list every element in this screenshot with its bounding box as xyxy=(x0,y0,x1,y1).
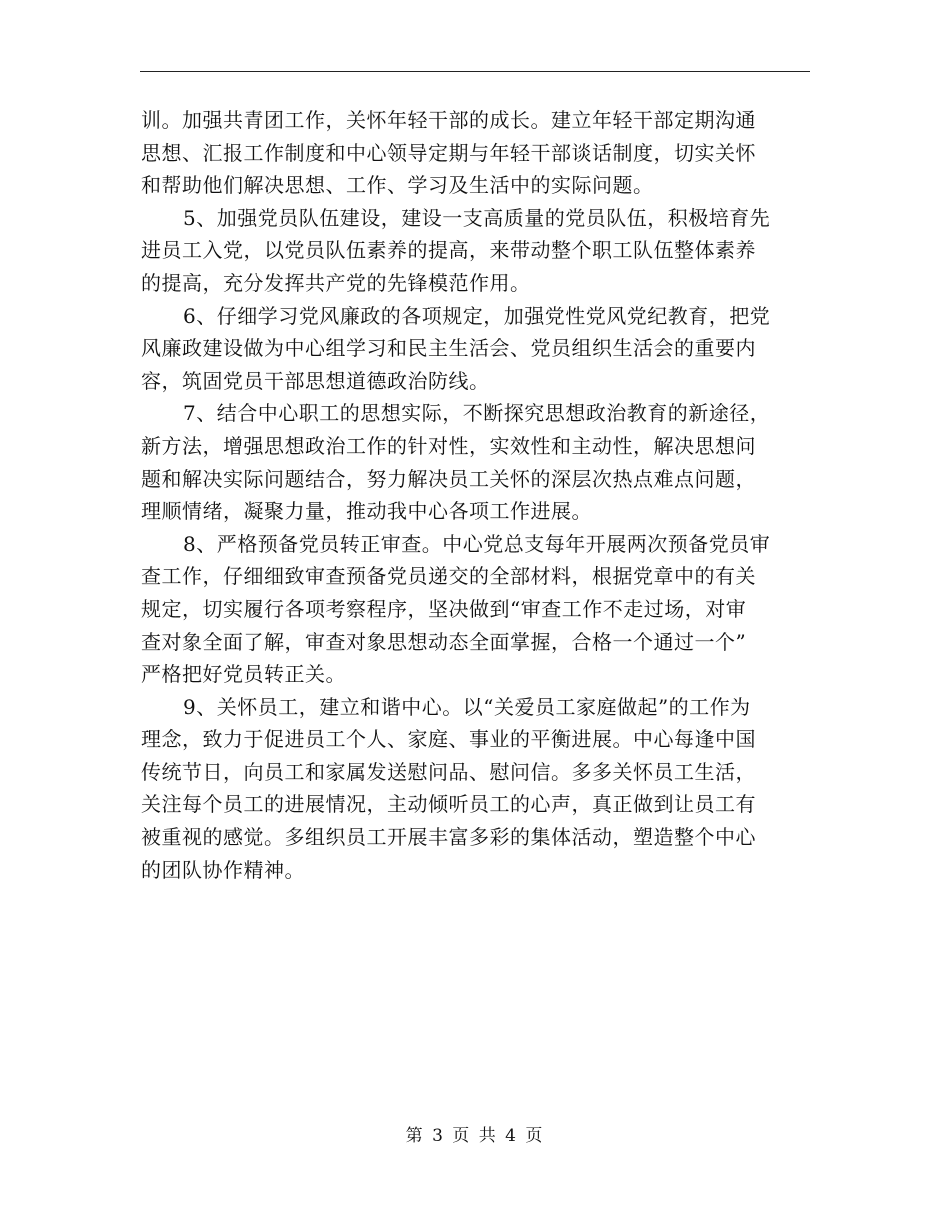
paragraph-item-9 xyxy=(141,691,807,887)
text-line: 风廉政建设做为中心组学习和民主生活会、党员组织生活会的重要内 xyxy=(141,336,756,361)
text-line: 查对象全面了解，审查对象思想动态全面掌握，合格一个通过一个” xyxy=(141,629,747,654)
paragraph-item-7 xyxy=(141,397,807,527)
text-line: 思想、汇报工作制度和中心领导定期与年轻干部谈话制度，切实关怀 xyxy=(141,140,756,165)
text-line: 7、结合中心职工的思想实际，不断探究思想政治教育的新途径， xyxy=(183,401,771,426)
paragraph-continuation xyxy=(141,104,807,202)
text-line: 训。加强共青团工作，关怀年轻干部的成长。建立年轻干部定期沟通 xyxy=(141,108,756,132)
paragraph-item-5 xyxy=(141,202,807,300)
text-line: 新方法，增强思想政治工作的针对性，实效性和主动性，解决思想问 xyxy=(141,433,756,458)
text-line: 6、仔细学习党风廉政的各项规定，加强党性党风党纪教育，把党 xyxy=(183,303,771,328)
text-line: 的团队协作精神。 xyxy=(141,857,305,882)
text-line: 容，筑固党员干部思想道德政治防线。 xyxy=(141,368,490,393)
text-line: 的提高，充分发挥共产党的先锋模范作用。 xyxy=(141,270,531,295)
text-line: 8、严格预备党员转正审查。中心党总支每年开展两次预备党员审 xyxy=(183,531,771,556)
text-line: 规定，切实履行各项考察程序，坚决做到“审查工作不走过场，对审 xyxy=(141,596,747,621)
paragraph-item-6 xyxy=(141,300,807,398)
text-line: 理顺情绪，凝聚力量，推动我中心各项工作进展。 xyxy=(141,499,592,524)
text-line: 题和解决实际问题结合，努力解决员工关怀的深层次热点难点问题， xyxy=(141,466,756,491)
header-rule xyxy=(140,71,810,72)
text-line: 查工作，仔细细致审查预备党员递交的全部材料，根据党章中的有关 xyxy=(141,564,756,589)
text-line: 被重视的感觉。多组织员工开展丰富多彩的集体活动，塑造整个中心 xyxy=(141,825,756,850)
text-line: 传统节日，向员工和家属发送慰问品、慰问信。多多关怀员工生活， xyxy=(141,759,756,784)
document-body xyxy=(141,104,807,886)
text-line: 和帮助他们解决思想、工作、学习及生活中的实际问题。 xyxy=(141,173,654,198)
text-line: 进员工入党，以党员队伍素养的提高，来带动整个职工队伍整体素养 xyxy=(141,238,756,263)
text-line: 理念，致力于促进员工个人、家庭、事业的平衡进展。中心每逢中国 xyxy=(141,727,756,752)
text-line: 关注每个员工的进展情况，主动倾听员工的心声，真正做到让员工有 xyxy=(141,792,756,817)
paragraph-item-8 xyxy=(141,528,807,691)
text-line: 5、加强党员队伍建设，建设一支高质量的党员队伍，积极培育先 xyxy=(183,205,771,230)
text-line: 严格把好党员转正关。 xyxy=(141,662,346,687)
page-number-footer: 第 3 页 共 4 页 xyxy=(405,1126,545,1146)
text-line: 9、关怀员工，建立和谐中心。以“关爱员工家庭做起”的工作为 xyxy=(183,694,751,719)
